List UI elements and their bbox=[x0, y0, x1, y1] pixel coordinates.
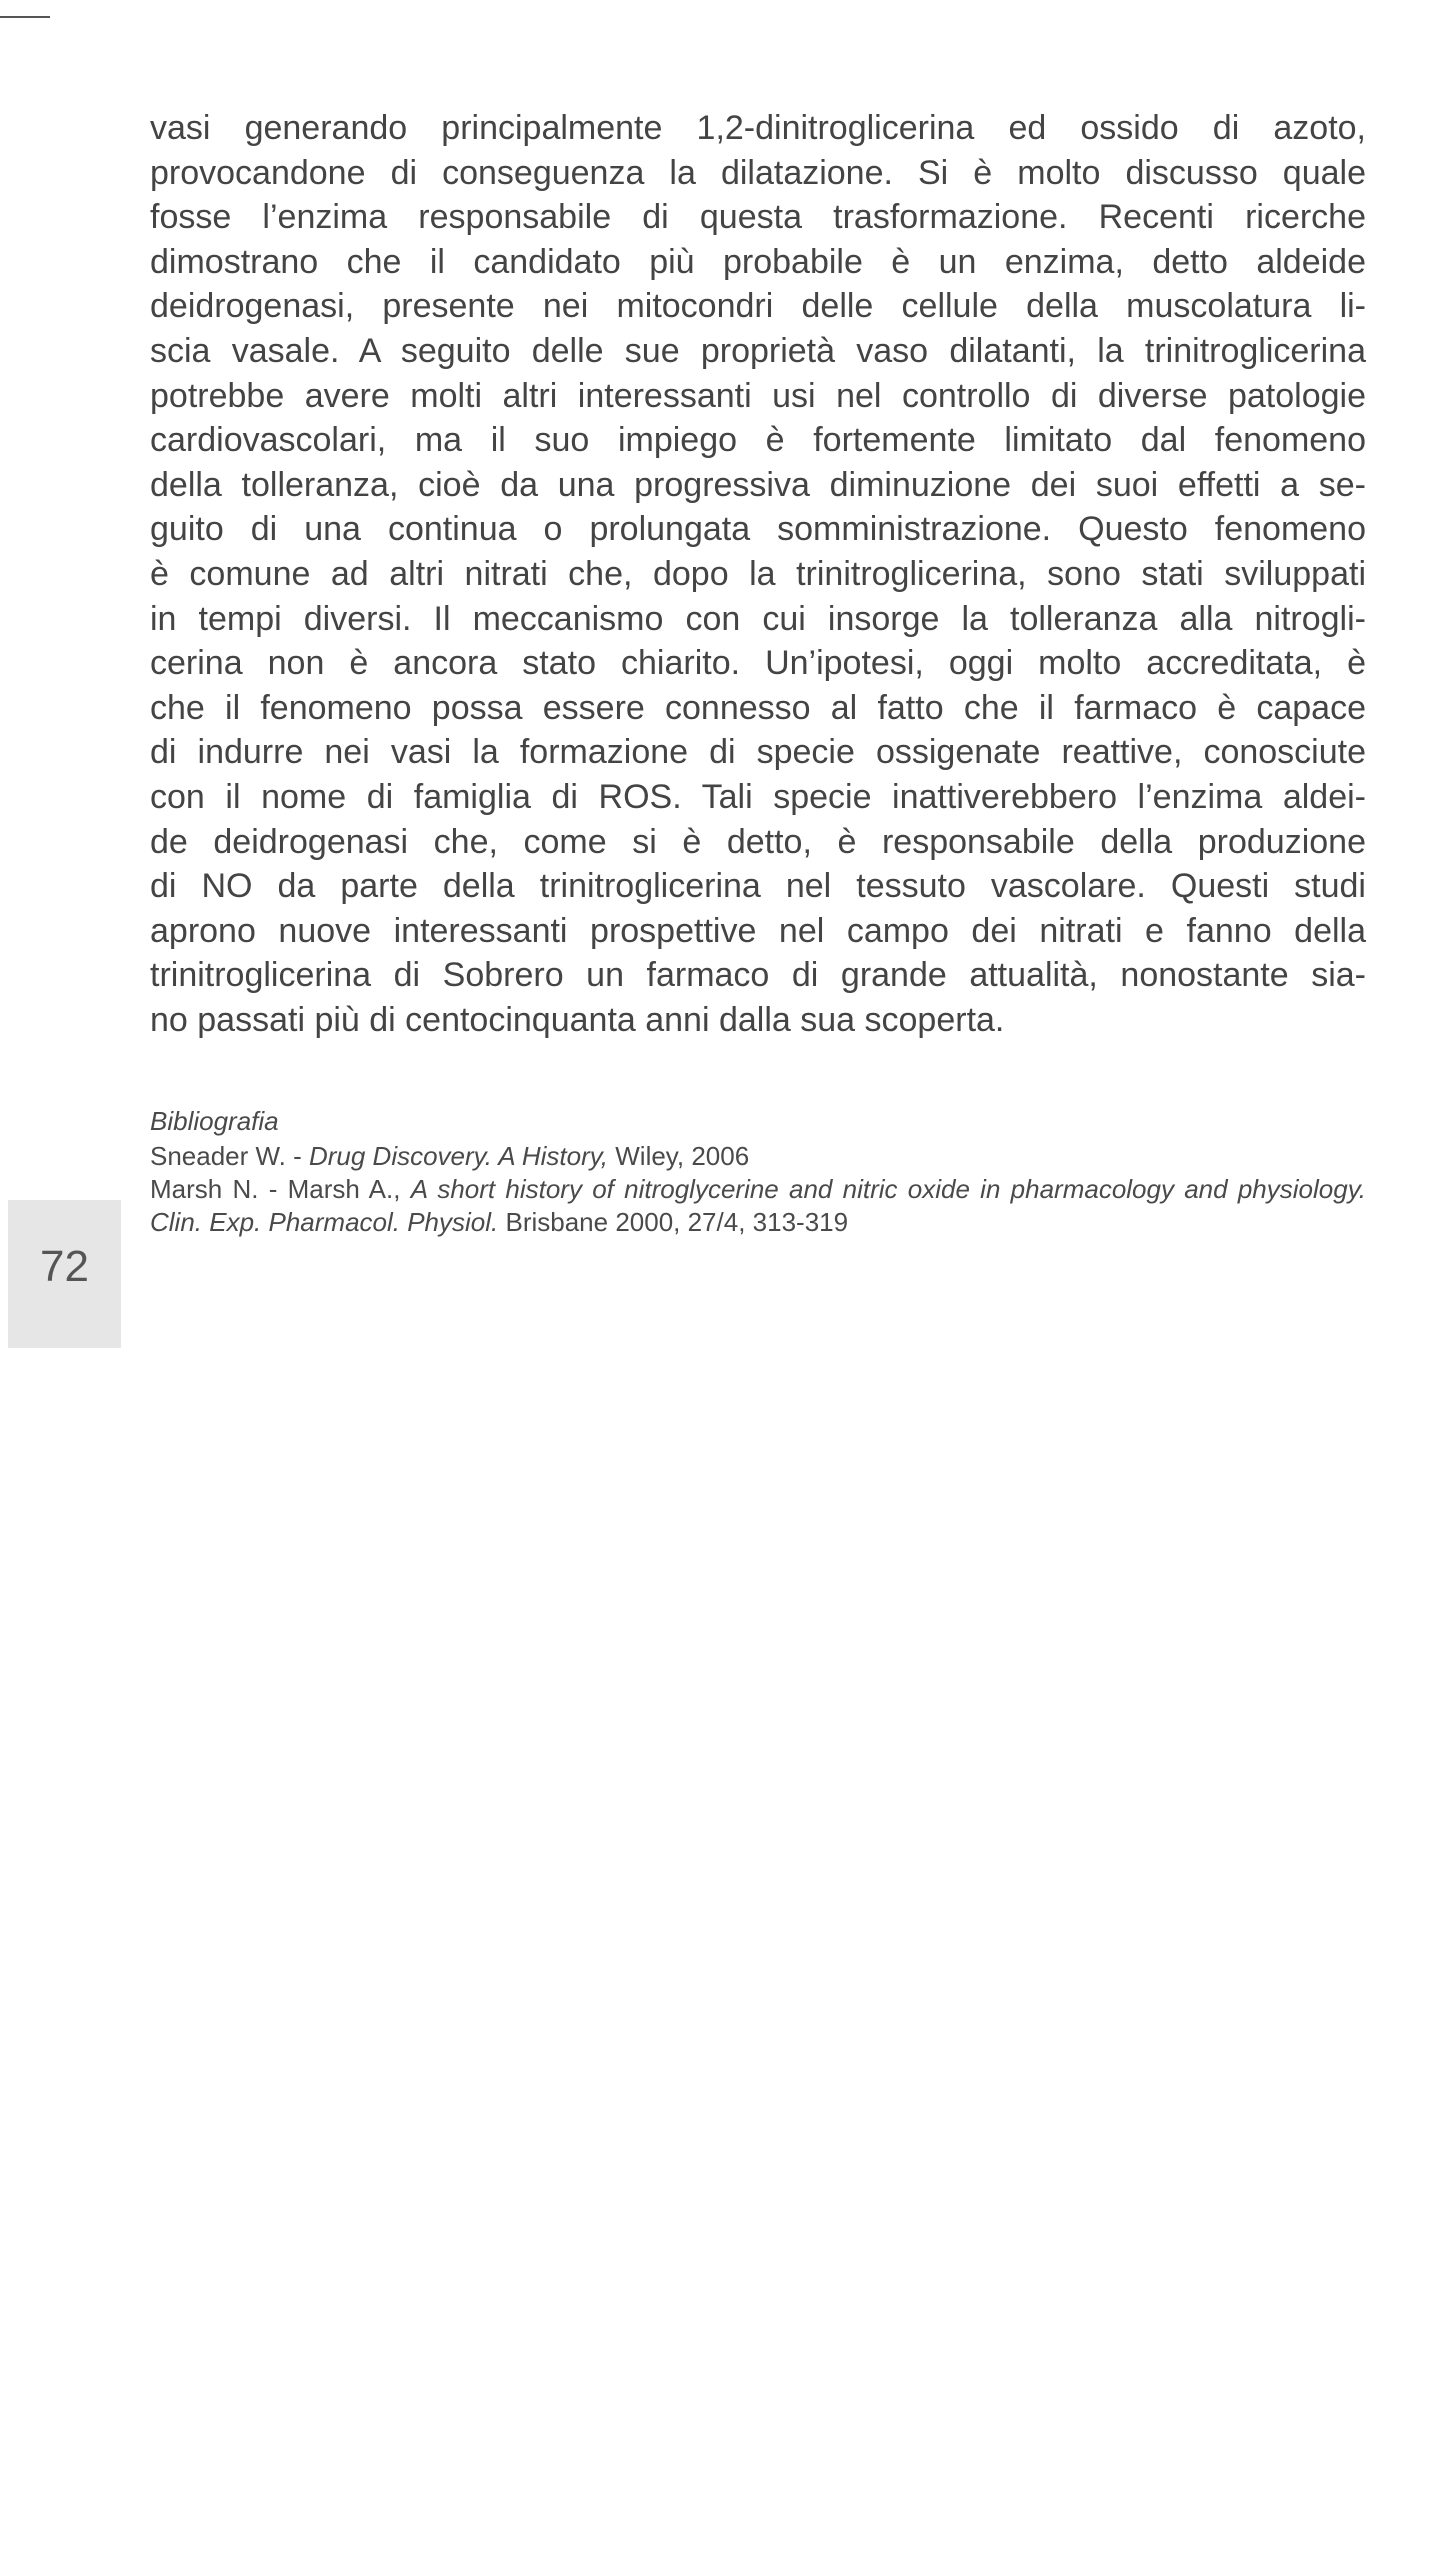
text-line: guito di una continua o prolungata somministrazione. Questo fenomeno bbox=[150, 510, 1366, 549]
text-line: fosse l’enzima responsabile di questa trasformazione. Recenti ricerche bbox=[150, 198, 1366, 237]
text-line: scia vasale. A seguito delle sue proprietà vaso dilatanti, la trinitroglicerina bbox=[150, 331, 1366, 370]
text-line: potrebbe avere molti altri interessanti usi nel controllo di diverse patologie bbox=[150, 376, 1366, 415]
text-line: con il nome di famiglia di ROS. Tali specie inattiverebbero l’enzima aldei- bbox=[150, 777, 1366, 816]
text-line: aprono nuove interessanti prospettive nel campo dei nitrati e fanno della bbox=[150, 911, 1366, 950]
bibliography bbox=[150, 1105, 1366, 1239]
text-line: è comune ad altri nitrati che, dopo la trinitroglicerina, sono stati sviluppati bbox=[150, 554, 1366, 593]
ref-authors: Sneader W. - bbox=[150, 1141, 309, 1171]
text-line: in tempi diversi. Il meccanismo con cui insorge la tolleranza alla nitrogli- bbox=[150, 599, 1366, 638]
text-line: vasi generando principalmente 1,2-dinitroglicerina ed ossido di azoto, bbox=[150, 109, 1366, 147]
corner-rule bbox=[0, 16, 50, 18]
text-line: deidrogenasi, presente nei mitocondri delle cellule della muscolatura li- bbox=[150, 287, 1366, 326]
text-line: che il fenomeno possa essere connesso al fatto che il farmaco è capace bbox=[150, 688, 1366, 727]
text-line: di indurre nei vasi la formazione di specie ossigenate reattive, conosciute bbox=[150, 733, 1366, 772]
ref-title: A short history of nitroglycerine and nitric oxide in pharmacology and physiology. Clin. Exp. Pharmacol. Physiol. bbox=[150, 1174, 1366, 1237]
bibliography-entry bbox=[150, 1140, 1366, 1173]
body-paragraph bbox=[150, 106, 1366, 1042]
text-line: provocandone di conseguenza la dilatazione. Si è molto discusso quale bbox=[150, 153, 1366, 192]
ref-publisher: Wiley, 2006 bbox=[608, 1141, 750, 1171]
text-line: no passati più di centocinquanta anni dalla sua scoperta. bbox=[150, 1000, 1005, 1039]
ref-authors: Marsh N. - Marsh A., bbox=[150, 1174, 411, 1204]
text-line: trinitroglicerina di Sobrero un farmaco di grande attualità, nonostante sia- bbox=[150, 956, 1366, 995]
text-line: cerina non è ancora stato chiarito. Un’ipotesi, oggi molto accreditata, è bbox=[150, 644, 1366, 683]
text-line: dimostrano che il candidato più probabile è un enzima, detto aldeide bbox=[150, 242, 1366, 281]
text-line: de deidrogenasi che, come si è detto, è responsabile della produzione bbox=[150, 822, 1366, 861]
text-line: della tolleranza, cioè da una progressiva diminuzione dei suoi effetti a se- bbox=[150, 465, 1366, 504]
page-number: 72 bbox=[40, 1242, 89, 1291]
ref-title: Drug Discovery. A History, bbox=[308, 1141, 609, 1171]
text-line: di NO da parte della trinitroglicerina nel tessuto vascolare. Questi studi bbox=[150, 867, 1366, 906]
ref-publisher: Brisbane 2000, 27/4, 313-319 bbox=[498, 1207, 849, 1237]
text-line: cardiovascolari, ma il suo impiego è fortemente limitato dal fenomeno bbox=[150, 421, 1366, 460]
bibliography-title: Bibliografia bbox=[150, 1106, 279, 1136]
bibliography-entry bbox=[150, 1173, 1366, 1239]
